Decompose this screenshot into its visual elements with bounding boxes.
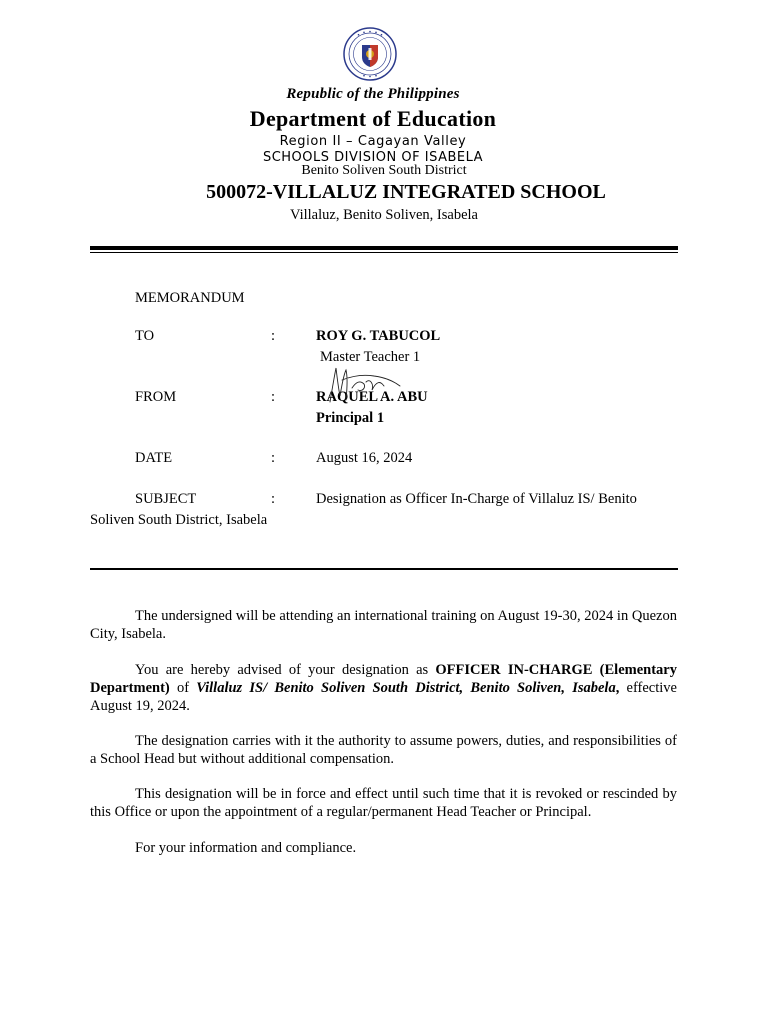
memo-title: MEMORANDUM xyxy=(135,290,245,306)
body-paragraph-4: This designation will be in force and effect until such time that it is revoked or rescinded by this Office or upon the appointment of a regular/permanent Head Teacher or Principal. xyxy=(90,786,677,820)
header-divider-thin xyxy=(90,252,678,253)
to-position: Master Teacher 1 xyxy=(320,349,421,365)
school-designation: Villaluz IS/ Benito Soliven South District, Benito Soliven, Isabela xyxy=(196,680,616,696)
from-position: Principal 1 xyxy=(316,410,385,426)
subject-colon: : xyxy=(271,491,276,507)
from-label: FROM xyxy=(135,389,177,405)
date-colon: : xyxy=(271,450,276,466)
body-paragraph-5: For your information and compliance. xyxy=(135,840,357,856)
school-name: 500072-VILLALUZ INTEGRATED SCHOOL xyxy=(206,181,606,203)
date-value: August 16, 2024 xyxy=(316,450,413,466)
school-address: Villaluz, Benito Soliven, Isabela xyxy=(290,207,478,223)
body-paragraph-3: The designation carries with it the authority to assume powers, duties, and responsibilities of a School Head but without additional compensation. xyxy=(90,733,677,767)
to-label: TO xyxy=(135,328,155,344)
district-heading: Benito Soliven South District xyxy=(301,163,467,178)
body-paragraph-2: You are hereby advised of your designation as OFFICER IN-CHARGE (Elementary Department) of Villaluz IS/ Benito Soliven South District, Benito Soliven, Isabela, effective August 19, 2024. xyxy=(90,662,677,714)
to-name: ROY G. TABUCOL xyxy=(316,328,441,344)
division-heading: SCHOOLS DIVISION OF ISABELA xyxy=(262,150,484,165)
header-divider-thick xyxy=(90,246,678,250)
subject-divider xyxy=(90,568,678,570)
from-name: RAQUEL A. ABU xyxy=(316,389,428,405)
body-paragraph-1: The undersigned will be attending an international training on August 19-30, 2024 in Quezon City, Isabela. xyxy=(90,608,677,642)
department-heading: Department of Education xyxy=(249,106,497,131)
subject-label: SUBJECT xyxy=(135,491,197,507)
region-heading: Region II – Cagayan Valley xyxy=(279,134,467,149)
subject-line-2: Soliven South District, Isabela xyxy=(90,512,268,528)
signature-mark xyxy=(322,362,410,412)
from-colon: : xyxy=(271,389,276,405)
date-label: DATE xyxy=(135,450,173,466)
deped-seal-icon xyxy=(343,27,397,81)
republic-heading: Republic of the Philippines xyxy=(286,86,460,102)
to-colon: : xyxy=(271,328,276,344)
designation-title: OFFICER IN-CHARGE (Elementary Department) xyxy=(90,662,677,696)
subject-line-1: Designation as Officer In-Charge of Villaluz IS/ Benito xyxy=(316,491,637,507)
